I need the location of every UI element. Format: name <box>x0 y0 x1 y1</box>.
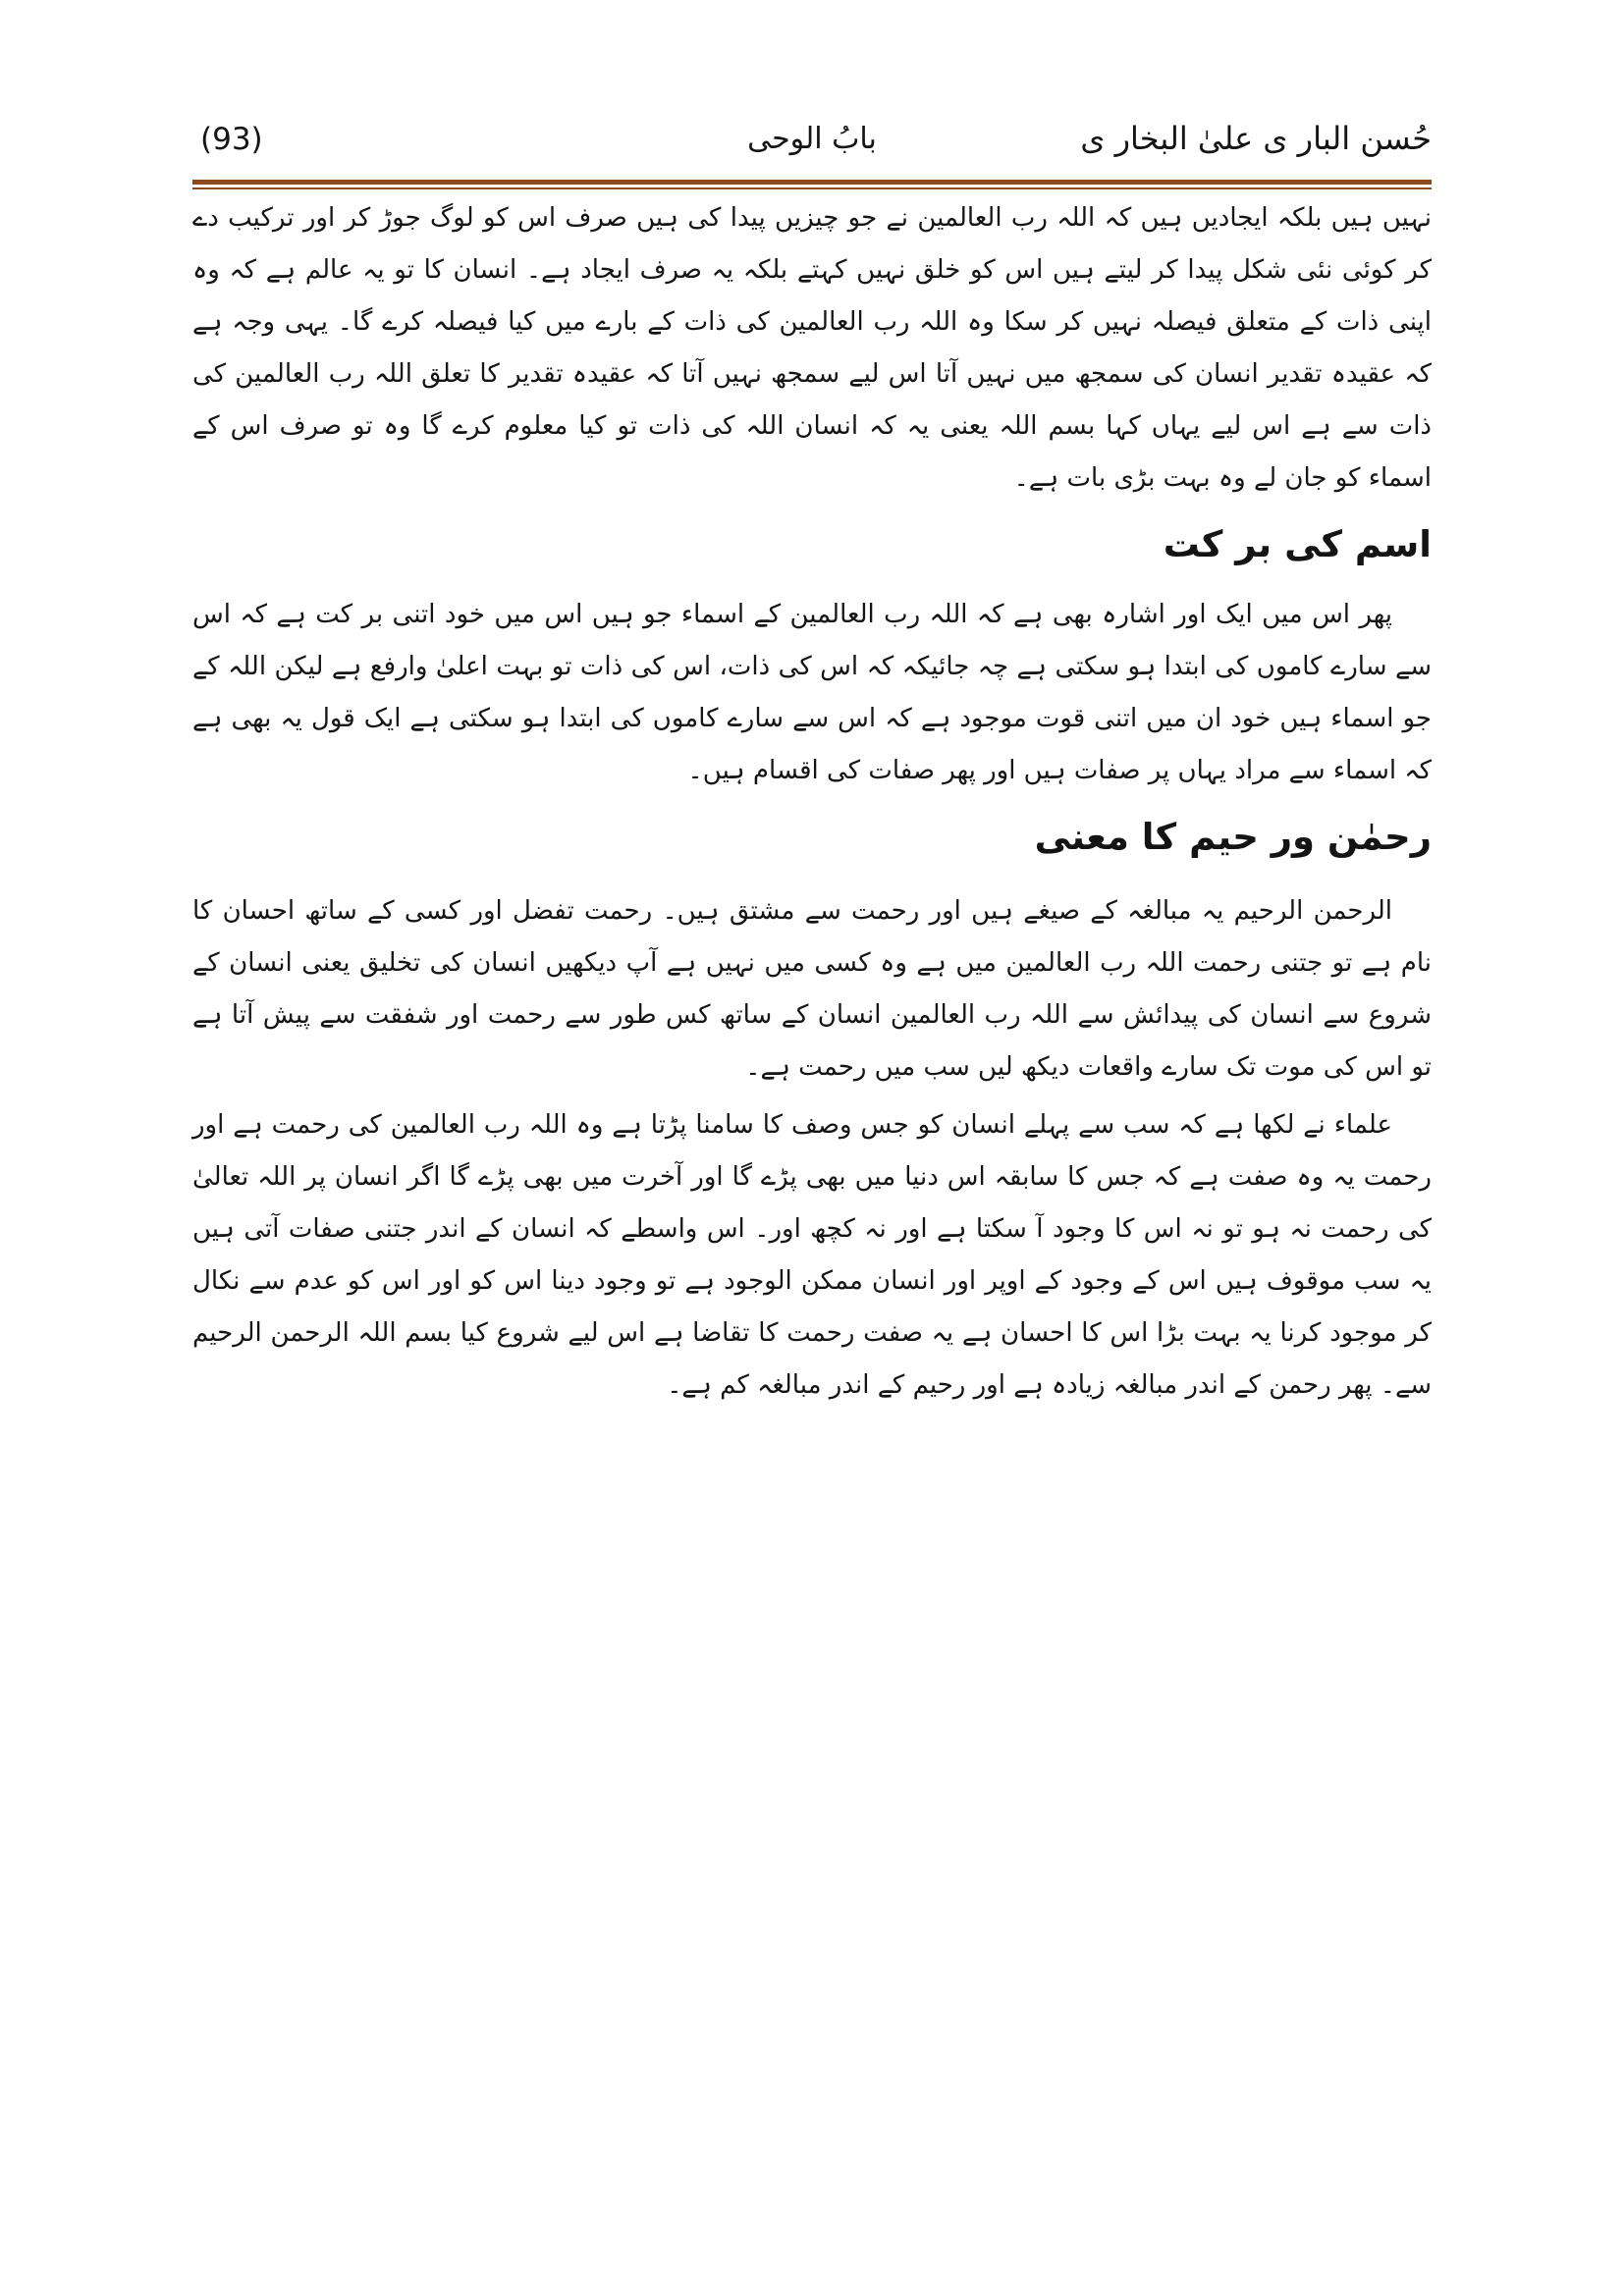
paragraph-rahman-rahim: الرحمن الرحیم یہ مبالغہ کے صیغے ہیں اور رحمت سے مشتق ہیں۔ رحمت تفضل اور کسی کے ساتھ احسان کا نام ہے تو جتنی رحمت اللہ رب العالمین میں ہے وہ کسی میں نہیں ہے آپ دیکھیں انسان کی تخلیق یعنی انسان کے شروع سے انسان کی پیدائش سے اللہ رب العالمین انسان کے ساتھ کس طور سے رحمت اور شفقت سے پیش آتا ہے تو اس کی موت تک سارے واقعات دیکھ لیں سب میں رحمت ہے۔ <box>192 896 1432 1082</box>
paragraph-creation: نہیں ہیں بلکہ ایجادیں ہیں کہ اللہ رب العالمین نے جو چیزیں پیدا کی ہیں صرف اس کو لوگ جوڑ کر اور ترکیب دے کر کوئی نئی شکل پیدا کر لیتے ہیں اس کو خلق نہیں کہتے بلکہ یہ صرف ایجاد ہے۔ انسان کا تو یہ عالم ہے کہ وہ اپنی ذات کے متعلق فیصلہ نہیں کر سکا وہ اللہ رب العالمین کی ذات کے بارے میں کیا فیصلہ کرے گا۔ یہی وجہ ہے کہ عقیدہ تقدیر انسان کی سمجھ میں نہیں آتا اس لیے سمجھ نہیں آتا کہ عقیدہ تقدیر کا تعلق اللہ رب العالمین کی ذات سے ہے اس لیے یہاں کہا بسم اللہ یعنی یہ کہ انسان اللہ کی ذات تو کیا معلوم کرے گا وہ تو صرف اس کے اسماء کو جان لے وہ بہت بڑی بات ہے۔ <box>192 203 1432 493</box>
heading-barakah: اسم کی بر کت <box>1163 523 1432 565</box>
book-title: حُسن البار ی علیٰ البخار ی <box>1080 120 1432 157</box>
page-header <box>192 116 1432 175</box>
paragraph-ulama: علماء نے لکھا ہے کہ سب سے پہلے انسان کو جس وصف کا سامنا پڑتا ہے وہ اللہ رب العالمین کی رحمت ہے اور رحمت یہ وہ صفت ہے کہ جس کا سابقہ اس دنیا میں بھی پڑے گا اور آخرت میں بھی پڑے گا اگر انسان پر اللہ تعالیٰ کی رحمت نہ ہو تو نہ اس کا وجود آ سکتا ہے اور نہ کچھ اور۔ اس واسطے کہ انسان کے اندر جتنی صفات آتی ہیں یہ سب موقوف ہیں اس کے وجود کے اوپر اور انسان ممکن الوجود ہے تو وجود دینا اس کو اور اس کو عدم سے نکال کر موجود کرنا یہ بہت بڑا اس کا احسان ہے یہ صفت رحمت کا تقاضا ہے اس لیے شروع کیا بسم اللہ الرحمن الرحیم سے۔ پھر رحمن کے اندر مبالغہ زیادہ ہے اور رحیم کے اندر مبالغہ کم ہے۔ <box>192 1110 1432 1400</box>
page-number: (93) <box>200 122 263 157</box>
header-divider-thin <box>192 187 1432 189</box>
page-body <box>192 192 1432 1412</box>
chapter-title: بابُ الوحی <box>747 122 877 156</box>
heading-rahman-rahim: رحمٰن ور حیم کا معنی <box>1034 816 1432 858</box>
paragraph-barakah: پھر اس میں ایک اور اشارہ بھی ہے کہ اللہ رب العالمین کے اسماء جو ہیں اس میں خود اتنی بر کت ہے کہ اس سے سارے کاموں کی ابتدا ہو سکتی ہے چہ جائیکہ کہ اس کی ذات، اس کی ذات تو بہت اعلیٰ وارفع ہے لیکن اللہ کے جو اسماء ہیں خود ان میں اتنی قوت موجود ہے کہ اس سے سارے کاموں کی ابتدا ہو سکتی ہے ایک قول یہ بھی ہے کہ اسماء سے مراد یہاں پر صفات ہیں اور پھر صفات کی اقسام ہیں۔ <box>192 600 1432 785</box>
header-divider-thick <box>192 180 1432 185</box>
